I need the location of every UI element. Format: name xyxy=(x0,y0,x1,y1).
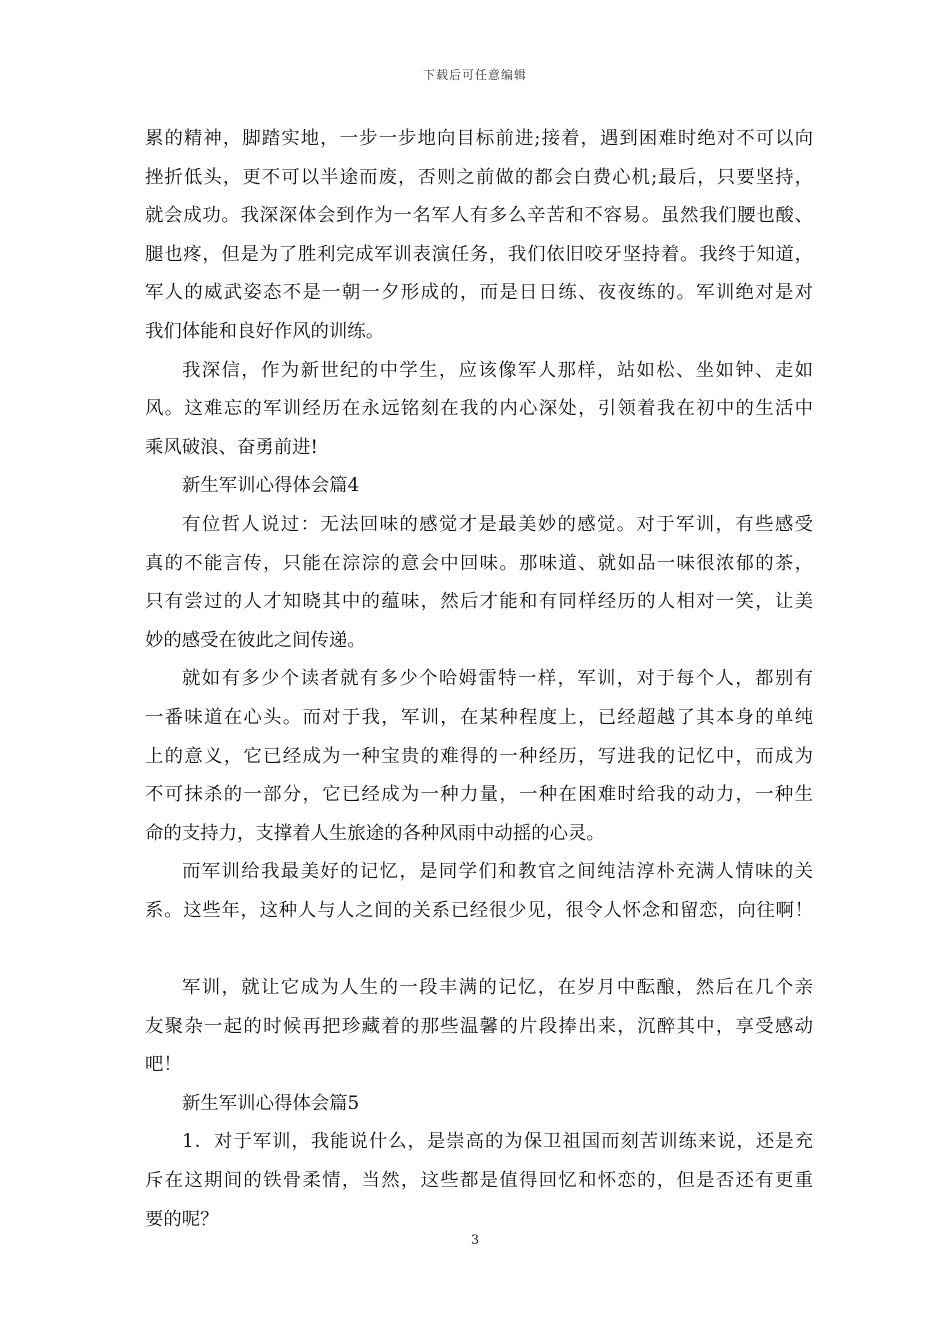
text-line: 妙的感受在彼此之间传递。 xyxy=(145,629,366,651)
text-line: 不可抹杀的一部分，它已经成为一种力量，一种在困难时给我的动力，一种生 xyxy=(145,784,813,806)
text-line: 友聚杂一起的时候再把珍藏着的那些温馨的片段捧出来，沉醉其中，享受感动 xyxy=(145,1015,813,1037)
text-line: 系。这些年，这种人与人之间的关系已经很少见，很令人怀念和留恋，向往啊！ xyxy=(145,899,813,921)
text-line: 要的呢？ xyxy=(145,1208,219,1230)
text-line: 命的支持力，支撑着人生旅途的各种风雨中动摇的心灵。 xyxy=(145,822,605,844)
text-line: 有位哲人说过：无法回味的感觉才是最美妙的感觉。对于军训，有些感受 xyxy=(182,513,813,535)
text-line: 我深信，作为新世纪的中学生，应该像军人那样，站如松、坐如钟、走如 xyxy=(182,359,813,381)
text-line: 军人的威武姿态不是一朝一夕形成的，而是日日练、夜夜练的。军训绝对是对 xyxy=(145,282,813,304)
text-line: 乘风破浪、奋勇前进! xyxy=(145,436,318,458)
text-line: 而军训给我最美好的记忆，是同学们和教官之间纯洁淳朴充满人情味的关 xyxy=(182,861,813,883)
text-line: 就会成功。我深深体会到作为一名军人有多么辛苦和不容易。虽然我们腰也酸、 xyxy=(145,205,813,227)
text-line: 1．对于军训，我能说什么，是崇高的为保卫祖国而刻苦训练来说，还是充 xyxy=(182,1131,813,1153)
text-line: 斥在这期间的铁骨柔情，当然，这些都是值得回忆和怀恋的，但是否还有更重 xyxy=(145,1170,813,1192)
paragraph-gap xyxy=(145,930,813,969)
header-note: 下载后可任意编辑 xyxy=(422,68,527,82)
text-line: 一番味道在心头。而对于我，军训，在某种程度上，已经超越了其本身的单纯 xyxy=(145,706,813,728)
text-line: 上的意义，它已经成为一种宝贵的难得的一种经历，写进我的记忆中，而成为 xyxy=(145,745,813,767)
text-line: 我们体能和良好作风的训练。 xyxy=(145,320,385,342)
text-line: 累的精神，脚踏实地，一步一步地向目标前进;接着，遇到困难时绝对不可以向 xyxy=(145,128,813,149)
text-line: 军训，就让它成为人生的一段丰满的记忆，在岁月中酝酿，然后在几个亲 xyxy=(182,977,813,999)
text-line: 腿也疼，但是为了胜利完成军训表演任务，我们依旧咬牙坚持着。我终于知道， xyxy=(145,243,813,265)
section-heading: 新生军训心得体会篇5 xyxy=(182,1092,360,1114)
page-number: 3 xyxy=(470,1233,480,1248)
text-line: 只有尝过的人才知晓其中的蕴味，然后才能和有同样经历的人相对一笑，让美 xyxy=(145,591,813,613)
text-line: 风。这难忘的军训经历在永远铭刻在我的内心深处，引领着我在初中的生活中 xyxy=(145,398,813,420)
section-heading: 新生军训心得体会篇4 xyxy=(182,475,360,497)
page-body xyxy=(145,120,813,1239)
text-line: 吧！ xyxy=(145,1054,182,1076)
text-line: 就如有多少个读者就有多少个哈姆雷特一样，军训，对于每个人，都别有 xyxy=(182,668,813,690)
text-line: 挫折低头，更不可以半途而废，否则之前做的都会白费心机;最后，只要坚持， xyxy=(145,166,813,188)
text-line: 真的不能言传，只能在淙淙的意会中回味。那味道、就如品一味很浓郁的茶， xyxy=(145,552,813,574)
